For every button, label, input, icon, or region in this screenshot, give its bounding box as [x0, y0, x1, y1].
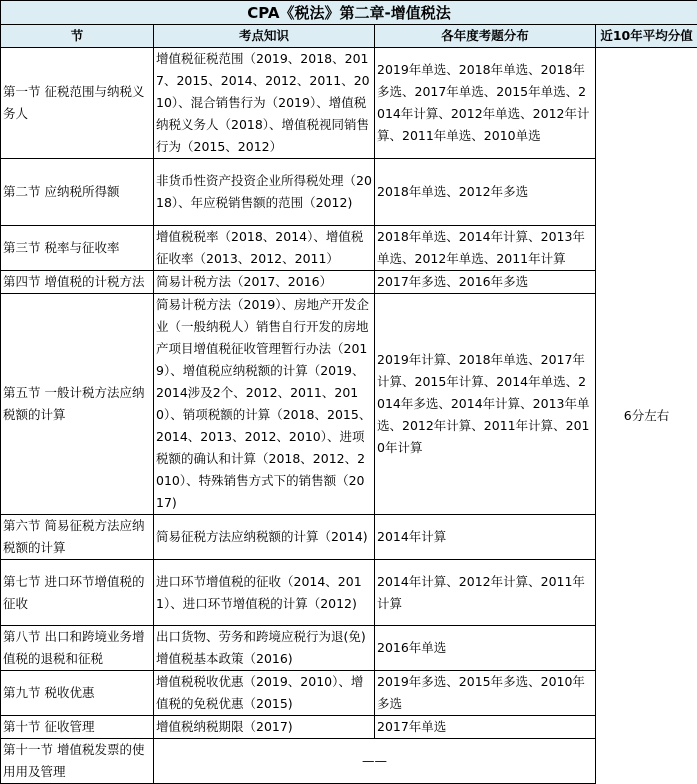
table-row — [1, 560, 697, 626]
knowledge-cell: 简易计税方法（2017、2016） — [154, 271, 375, 294]
merged-dash-cell: —— — [154, 739, 596, 784]
table-row — [1, 515, 697, 560]
header-knowledge: 考点知识 — [154, 25, 375, 48]
distribution-cell: 2017年多选、2016年多选 — [375, 271, 596, 294]
knowledge-cell: 增值税纳税期限（2017) — [154, 716, 375, 739]
section-cell: 第十节 征收管理 — [1, 716, 154, 739]
section-cell: 第十一节 增值税发票的使用用及管理 — [1, 739, 154, 784]
table-title: CPA《税法》第二章-增值税法 — [1, 1, 697, 25]
distribution-cell: 2019年多选、2015年多选、2010年多选 — [375, 671, 596, 716]
average-score-cell: 6分左右 — [596, 48, 697, 784]
section-cell: 第七节 进口环节增值税的征收 — [1, 560, 154, 626]
distribution-cell: 2017年单选 — [375, 716, 596, 739]
header-distribution: 各年度考题分布 — [375, 25, 596, 48]
table-row — [1, 271, 697, 294]
knowledge-cell: 非货币性资产投资企业所得税处理（2018）、年应税销售额的范围（2012) — [154, 159, 375, 226]
section-cell: 第六节 简易征税方法应纳税额的计算 — [1, 515, 154, 560]
knowledge-cell: 简易征税方法应纳税额的计算（2014) — [154, 515, 375, 560]
header-section: 节 — [1, 25, 154, 48]
table-row — [1, 159, 697, 226]
table-row — [1, 48, 697, 159]
table-row — [1, 626, 697, 671]
knowledge-cell: 进口环节增值税的征收（2014、2011）、进口环节增值税的计算（2012) — [154, 560, 375, 626]
distribution-cell: 2014年计算 — [375, 515, 596, 560]
distribution-cell: 2018年单选、2012年多选 — [375, 159, 596, 226]
section-cell: 第八节 出口和跨境业务增值税的退税和征税 — [1, 626, 154, 671]
distribution-cell: 2018年单选、2014年计算、2013年单选、2012年单选、2011年计算 — [375, 226, 596, 271]
table-row — [1, 671, 697, 716]
section-cell: 第四节 增值税的计税方法 — [1, 271, 154, 294]
table-row — [1, 226, 697, 271]
table-row — [1, 716, 697, 739]
table-row — [1, 739, 697, 784]
distribution-cell: 2016年单选 — [375, 626, 596, 671]
knowledge-cell: 增值税征税范围（2019、2018、2017、2015、2014、2012、2011、2010）、混合销售行为（2019）、增值税纳税义务人（2018）、增值税视同销售行为（2015、2012） — [154, 48, 375, 159]
section-cell: 第一节 征税范围与纳税义务人 — [1, 48, 154, 159]
distribution-cell: 2019年单选、2018年单选、2018年多选、2017年单选、2015年单选、2014年计算、2012年单选、2012年计算、2011年单选、2010单选 — [375, 48, 596, 159]
knowledge-cell: 增值税税率（2018、2014）、增值税征收率（2013、2012、2011） — [154, 226, 375, 271]
section-cell: 第二节 应纳税所得额 — [1, 159, 154, 226]
table-row — [1, 294, 697, 515]
knowledge-cell: 增值税税收优惠（2019、2010）、增值税的免税优惠（2015) — [154, 671, 375, 716]
section-cell: 第九节 税收优惠 — [1, 671, 154, 716]
section-cell: 第五节 一般计税方法应纳税额的计算 — [1, 294, 154, 515]
knowledge-cell: 简易计税方法（2019）、房地产开发企业（一般纳税人）销售自行开发的房地产项目增值税征收管理暂行办法（2019）、增值税应纳税额的计算（2019、2014涉及2个、2012、2011、2010）、销项税额的计算（2018、2015、2014、2013、2012、2010）、进项税额的确认和计算（2018、2012、2010）、特殊销售方式下的销售额（2017) — [154, 294, 375, 515]
knowledge-cell: 出口货物、劳务和跨境应税行为退(免)增值税基本政策（2016) — [154, 626, 375, 671]
section-cell: 第三节 税率与征收率 — [1, 226, 154, 271]
distribution-cell: 2014年计算、2012年计算、2011年计算 — [375, 560, 596, 626]
distribution-cell: 2019年计算、2018年单选、2017年计算、2015年计算、2014年单选、2014年多选、2014年计算、2013年单选、2012年计算、2011年计算、2010年计算 — [375, 294, 596, 515]
header-average: 近10年平均分值 — [596, 25, 697, 48]
